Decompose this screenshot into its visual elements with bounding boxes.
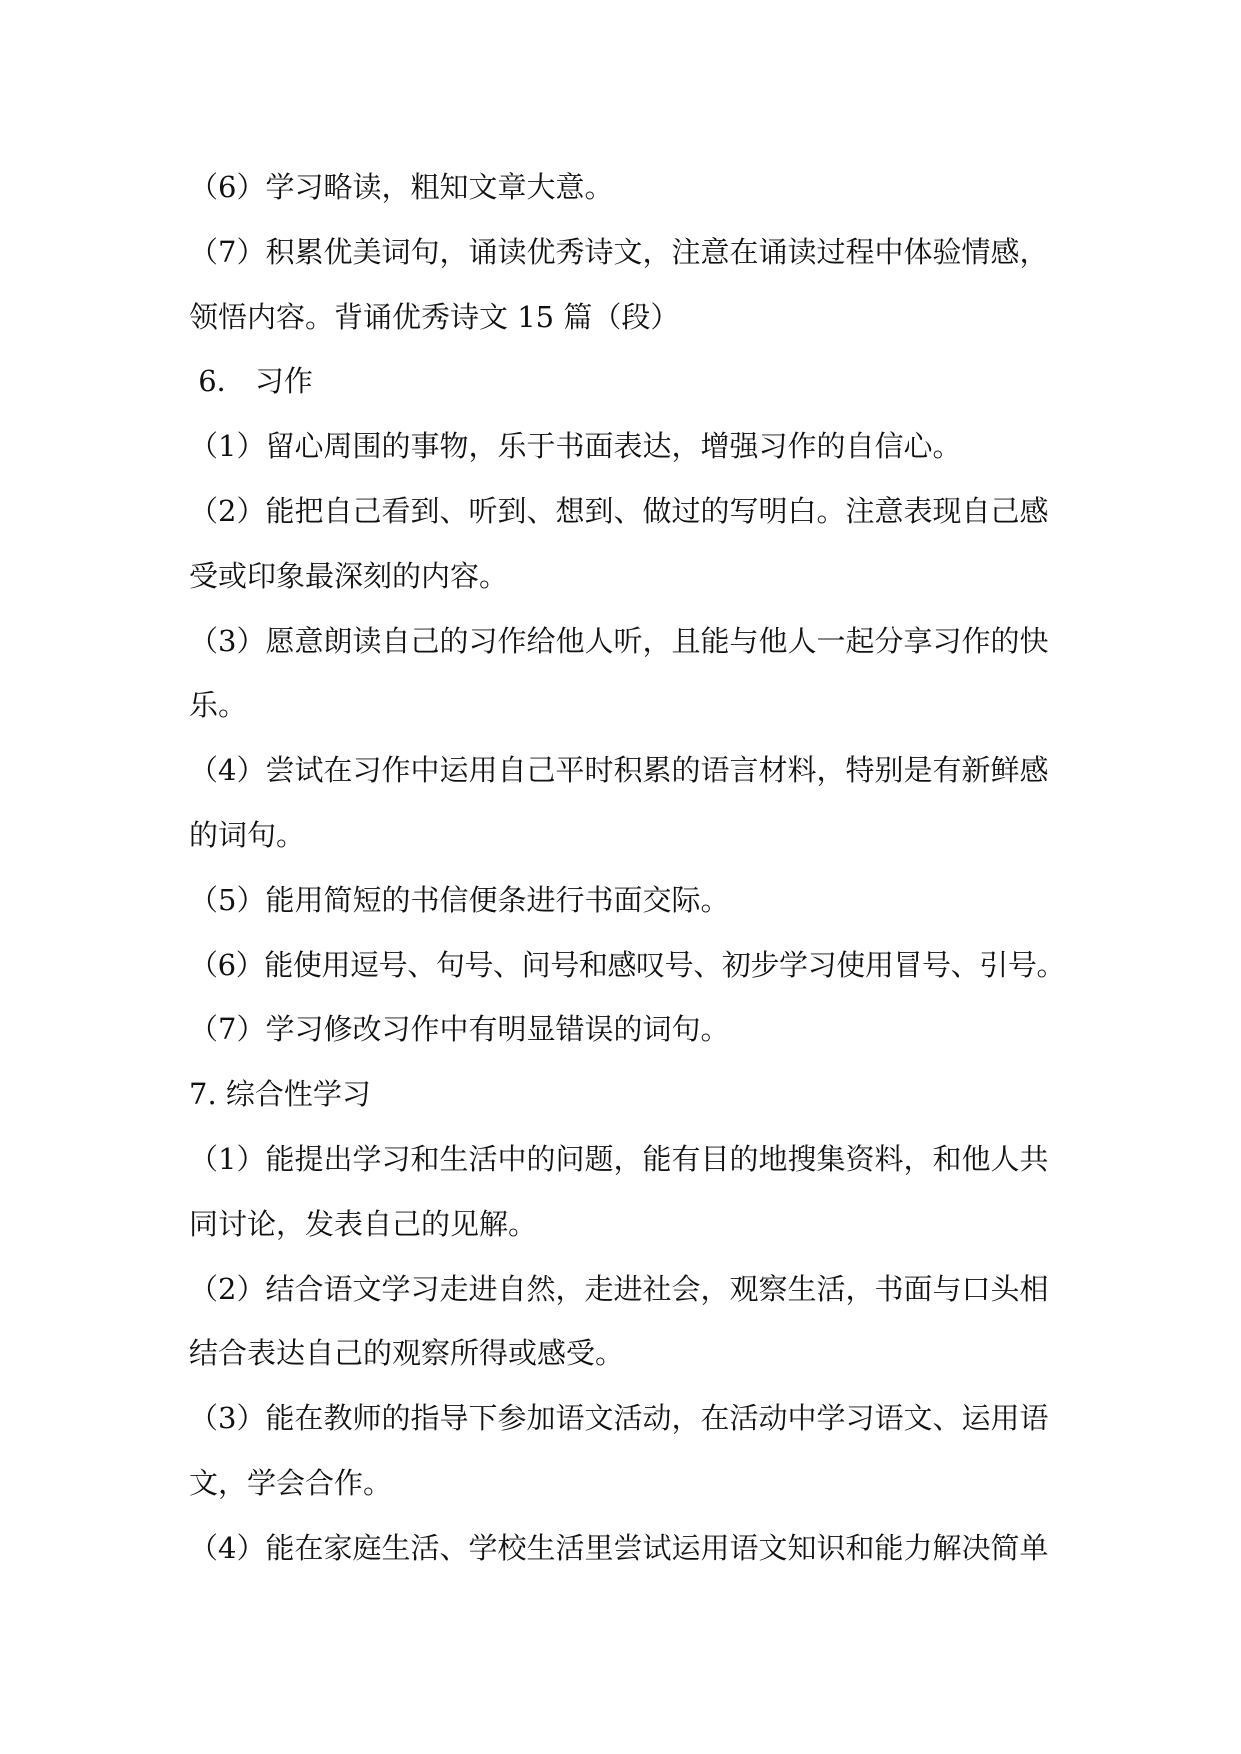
text-line: 的词句。 <box>189 817 306 852</box>
text-line: 领悟内容。背诵优秀诗文 15 篇（段） <box>189 299 680 334</box>
text-line: （5）能用简短的书信便条进行书面交际。 <box>189 882 730 917</box>
text-line: （4）能在家庭生活、学校生活里尝试运用语文知识和能力解决简单 <box>189 1530 1049 1565</box>
text-line: 乐。 <box>189 688 248 723</box>
text-line: （6）能使用逗号、句号、问号和感叹号、初步学习使用冒号、引号。 <box>189 947 1066 982</box>
text-line: （1）能提出学习和生活中的问题，能有目的地搜集资料，和他人共 <box>189 1141 1049 1176</box>
text-line: 文，学会合作。 <box>189 1465 393 1500</box>
text-line: （1）留心周围的事物，乐于书面表达，增强习作的自信心。 <box>189 429 962 464</box>
document-body <box>189 155 1069 1581</box>
text-line: （3）愿意朗读自己的习作给他人听，且能与他人一起分享习作的快 <box>189 623 1049 658</box>
text-line: （6）学习略读，粗知文章大意。 <box>189 170 614 204</box>
text-line: （3）能在教师的指导下参加语文活动，在活动中学习语文、运用语 <box>189 1401 1049 1436</box>
text-line: 受或印象最深刻的内容。 <box>189 558 509 593</box>
text-line: 同讨论，发表自己的见解。 <box>189 1206 538 1241</box>
text-line: （7）积累优美词句，诵读优秀诗文，注意在诵读过程中体验情感， <box>189 234 1049 269</box>
text-line: （4）尝试在习作中运用自己平时积累的语言材料，特别是有新鲜感 <box>189 753 1049 788</box>
text-line: （2）结合语文学习走进自然，走进社会，观察生活，书面与口头相 <box>189 1271 1049 1306</box>
text-line: （7）学习修改习作中有明显错误的词句。 <box>189 1012 730 1047</box>
text-line: 结合表达自己的观察所得或感受。 <box>189 1336 625 1371</box>
section-heading: 7. 综合性学习 <box>189 1077 371 1112</box>
text-line: （2）能把自己看到、听到、想到、做过的写明白。注意表现自己感 <box>189 493 1049 528</box>
section-heading: 6． 习作 <box>189 364 313 399</box>
